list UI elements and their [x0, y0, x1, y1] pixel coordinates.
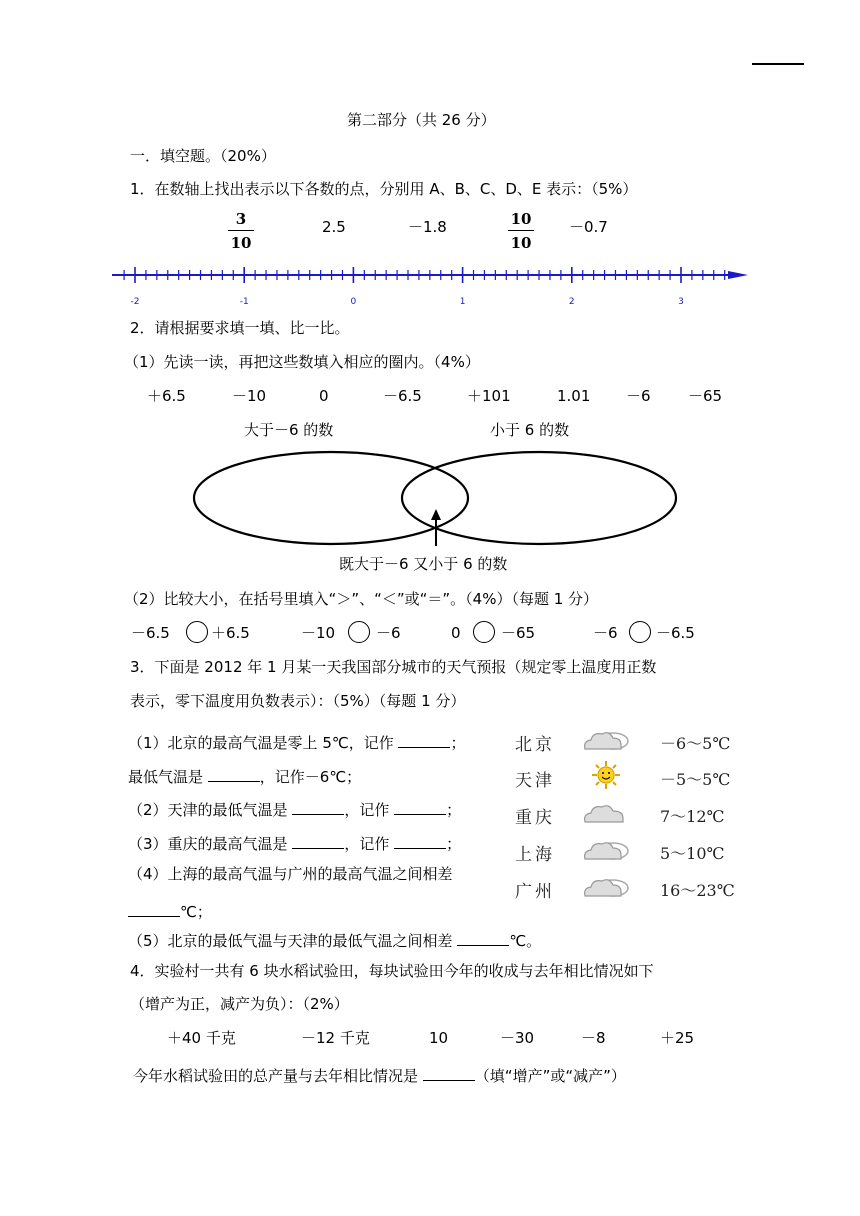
fraction-10-10 — [508, 210, 534, 252]
weather-city-tianjin: 天津 — [515, 771, 555, 791]
weather-city-chongqing: 重庆 — [515, 808, 555, 828]
q3-s3-text: （3）重庆的最高气温是 — [128, 835, 288, 853]
venn-arrow-head — [431, 509, 441, 520]
q3-s4-line2 — [128, 902, 212, 920]
q2-part1: （1）先读一读，再把这些数填入相应的圈内。（4%） — [124, 353, 480, 371]
weather-temp-chongqing: 7～12℃ — [660, 807, 725, 826]
fraction-denominator: 10 — [510, 234, 532, 252]
q3-s5-text: （5）北京的最低气温与天津的最低气温之间相差 — [128, 932, 453, 950]
weather-city-guangzhou: 广州 — [515, 882, 555, 902]
q3-s3 — [128, 834, 461, 852]
q3-s4b-text: ℃； — [180, 903, 212, 921]
weather-city-shanghai: 上海 — [515, 845, 555, 865]
q3-s5 — [128, 931, 541, 949]
fraction-bar — [228, 230, 254, 231]
fraction-3-10 — [228, 210, 254, 252]
number-line-label: 3 — [678, 297, 684, 307]
q3-s3b-text: ，记作 — [344, 835, 390, 853]
q2-number-5: ＋101 — [467, 387, 511, 405]
fraction-denominator: 10 — [230, 234, 252, 252]
page-title: 第二部分（共 26 分） — [347, 111, 496, 129]
q3-s2b-text: ，记作 — [344, 801, 390, 819]
q3-s2 — [128, 800, 461, 818]
fraction-numerator: 3 — [235, 210, 247, 228]
compare-2-circle[interactable] — [348, 621, 370, 643]
compare-3-left: 0 — [451, 624, 461, 642]
answer-blank[interactable] — [423, 1066, 475, 1081]
q3-s5b-text: ℃。 — [509, 932, 542, 950]
compare-1-left: －6.5 — [131, 624, 170, 642]
compare-4-right: －6.5 — [656, 624, 695, 642]
number-line-label: -1 — [239, 297, 249, 307]
answer-blank[interactable] — [394, 800, 446, 815]
weather-temp-shanghai: 5～10℃ — [660, 844, 725, 863]
cloud-icon — [581, 800, 633, 826]
answer-blank[interactable] — [457, 931, 509, 946]
weather-temp-guangzhou: 16～23℃ — [660, 881, 735, 900]
q3-s1c-text: ，记作－6℃； — [259, 768, 362, 786]
q4-value-6: ＋25 — [660, 1029, 695, 1047]
answer-blank[interactable] — [128, 902, 180, 917]
q2-number-2: －10 — [232, 387, 267, 405]
venn-right-label: 小于 6 的数 — [490, 421, 570, 439]
q2-number-4: －6.5 — [383, 387, 422, 405]
compare-3-circle[interactable] — [473, 621, 495, 643]
q4-value-2: －12 千克 — [301, 1029, 370, 1047]
q4-final-hint: （填“增产”或“减产”） — [474, 1067, 626, 1085]
q3-s1-line2 — [128, 767, 361, 785]
q4-value-1: ＋40 千克 — [167, 1029, 236, 1047]
compare-1-circle[interactable] — [186, 621, 208, 643]
cloudy-icon — [581, 837, 633, 863]
q3-line1: 3．下面是 2012 年 1 月某一天我国部分城市的天气预报（规定零上温度用正数 — [130, 658, 657, 676]
number-line-label: -2 — [130, 297, 140, 307]
q1-number-c: －1.8 — [408, 218, 447, 236]
compare-2-left: －10 — [301, 624, 336, 642]
q2-number-1: ＋6.5 — [147, 387, 186, 405]
answer-blank[interactable] — [398, 733, 450, 748]
number-line-arrow — [728, 271, 748, 279]
q3-s4: （4）上海的最高气温与广州的最高气温之间相差 — [128, 865, 453, 883]
q4-value-3: 10 — [429, 1029, 449, 1047]
q2-part2: （2）比较大小，在括号里填入“＞”、“＜”或“＝”。（4%）（每题 1 分） — [124, 590, 599, 608]
q3-s1-text: （1）北京的最高气温是零上 5℃，记作 — [128, 734, 394, 752]
q1-number-b: 2.5 — [322, 218, 346, 236]
compare-4-circle[interactable] — [629, 621, 651, 643]
answer-blank[interactable] — [292, 800, 344, 815]
cloudy-icon — [581, 874, 633, 900]
q4-value-5: －8 — [581, 1029, 606, 1047]
semicolon: ； — [446, 801, 462, 819]
number-line-label: 0 — [350, 297, 357, 307]
number-line-label: 2 — [568, 297, 575, 307]
q4-final-text: 今年水稻试验田的总产量与去年相比情况是 — [133, 1067, 419, 1085]
q2-number-7: －6 — [626, 387, 651, 405]
compare-1-right: ＋6.5 — [211, 624, 250, 642]
venn-left-ellipse[interactable] — [194, 452, 468, 544]
q3-s2-text: （2）天津的最低气温是 — [128, 801, 288, 819]
q4-value-4: －30 — [500, 1029, 535, 1047]
fraction-numerator: 10 — [510, 210, 532, 228]
number-line — [0, 262, 860, 312]
answer-blank[interactable] — [292, 834, 344, 849]
venn-right-ellipse[interactable] — [402, 452, 676, 544]
answer-blank[interactable] — [394, 834, 446, 849]
weather-temp-tianjin: －5～5℃ — [660, 770, 731, 789]
q3-s1 — [128, 733, 466, 751]
q2-number-3: 0 — [319, 387, 329, 405]
compare-2-right: －6 — [376, 624, 401, 642]
compare-4-left: －6 — [593, 624, 618, 642]
q4-line1: 4．实验村一共有 6 块水稻试验田，每块试验田今年的收成与去年相比情况如下 — [130, 962, 654, 980]
q2-number-8: －65 — [688, 387, 723, 405]
weather-temp-beijing: －6～5℃ — [660, 734, 731, 753]
venn-diagram — [0, 450, 860, 550]
sunny-icon — [591, 760, 621, 790]
section-heading: 一．填空题。（20%） — [130, 147, 276, 165]
answer-blank[interactable] — [208, 767, 260, 782]
q2-text: 2．请根据要求填一填、比一比。 — [130, 319, 350, 337]
header-rule — [752, 63, 804, 65]
q3-line2: 表示，零下温度用负数表示）：（5%）（每题 1 分） — [130, 692, 466, 710]
cloudy-icon — [581, 727, 633, 753]
compare-3-right: －65 — [501, 624, 536, 642]
semicolon: ； — [450, 734, 466, 752]
semicolon: ； — [446, 835, 462, 853]
venn-bottom-label: 既大于－6 又小于 6 的数 — [339, 555, 508, 573]
fraction-bar — [508, 230, 534, 231]
venn-left-label: 大于－6 的数 — [244, 421, 334, 439]
q1-text: 1．在数轴上找出表示以下各数的点，分别用 A、B、C、D、E 表示：（5%） — [130, 180, 638, 198]
weather-city-beijing: 北京 — [515, 735, 555, 755]
q1-number-e: －0.7 — [569, 218, 608, 236]
q4-final — [133, 1066, 626, 1084]
q4-line2: （增产为正，减产为负）：（2%） — [130, 995, 349, 1013]
q2-number-6: 1.01 — [557, 387, 591, 405]
q3-s1b-text: 最低气温是 — [128, 768, 204, 786]
number-line-label: 1 — [459, 297, 466, 307]
